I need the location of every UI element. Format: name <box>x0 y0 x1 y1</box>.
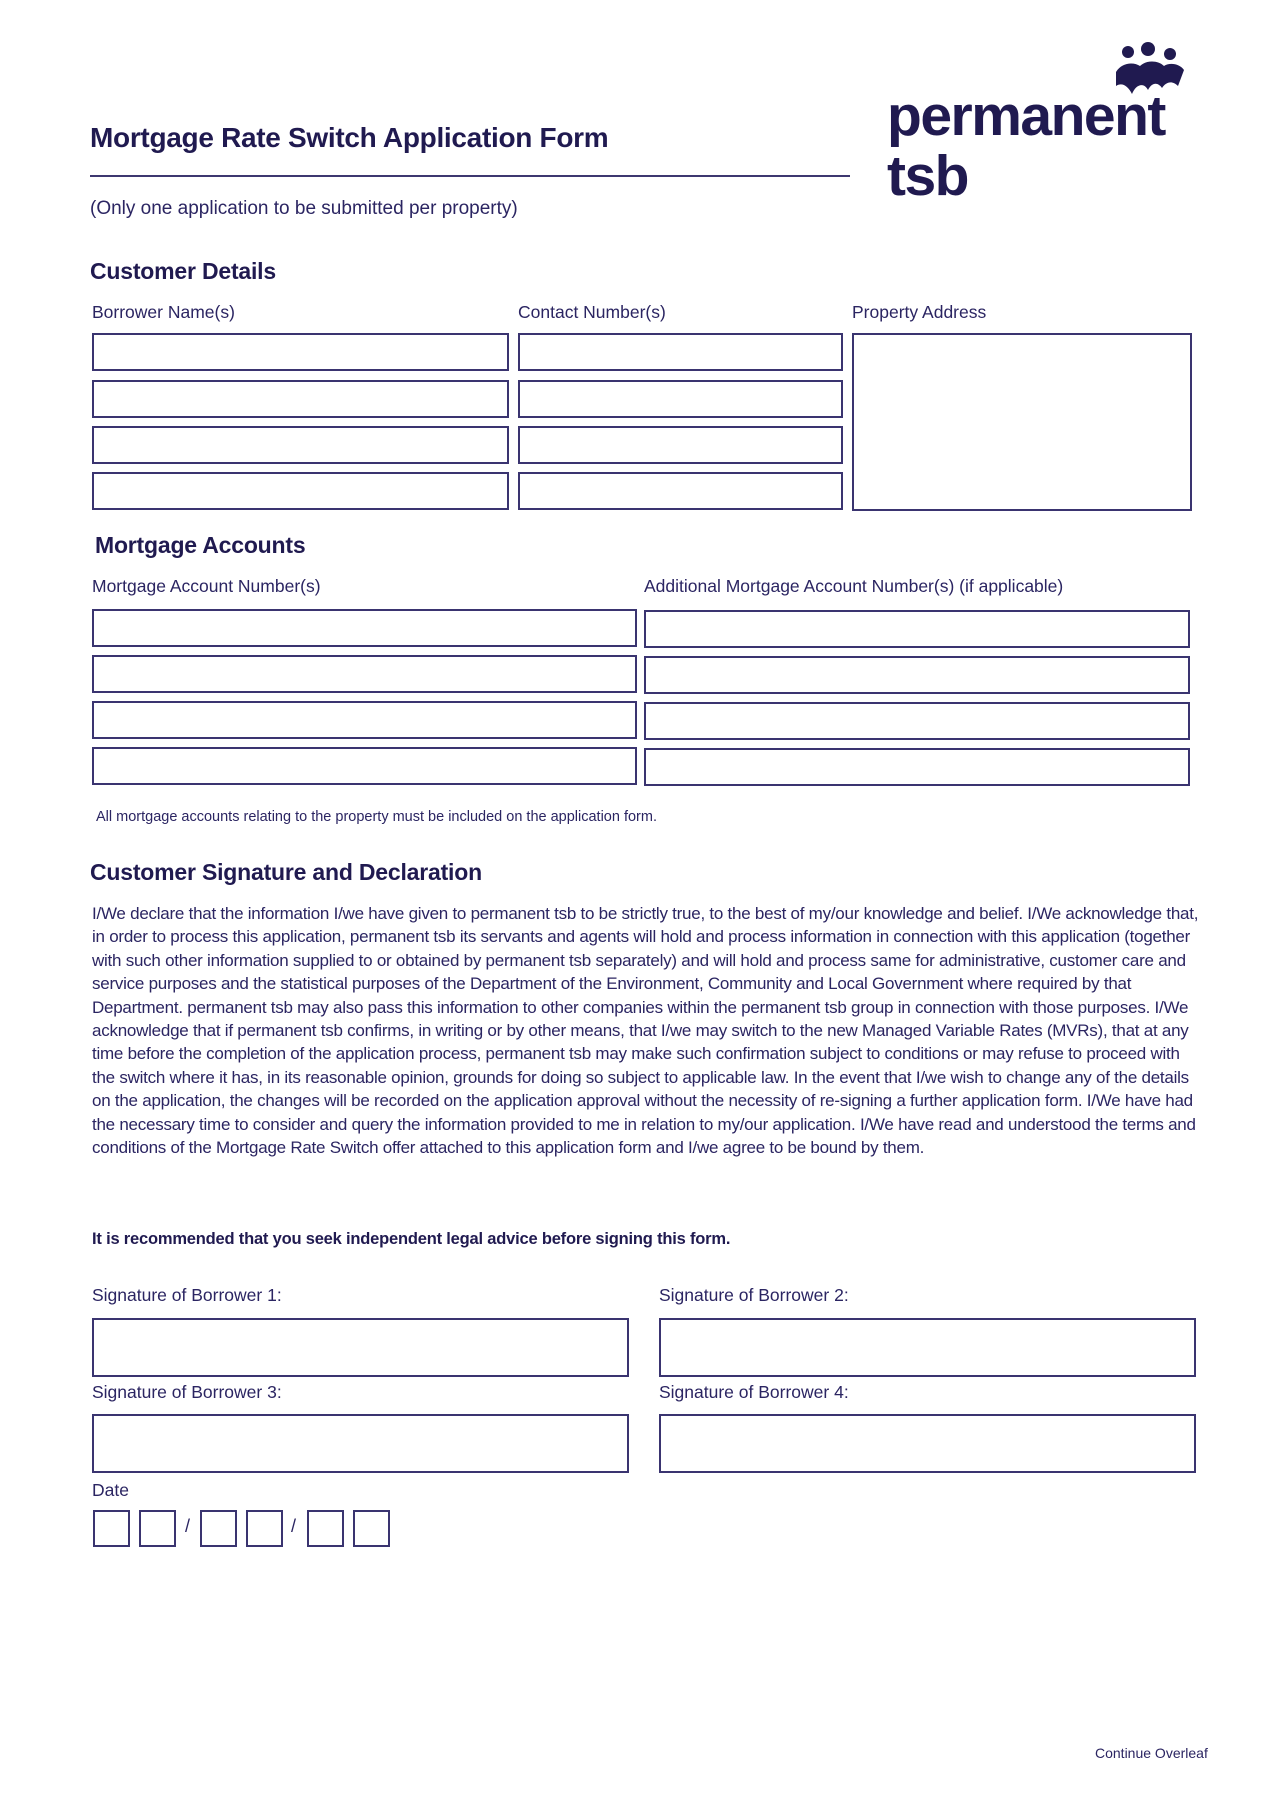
additional-account-numbers-label: Additional Mortgage Account Number(s) (if applicable) <box>644 576 1064 596</box>
date-separator: / <box>291 1516 297 1536</box>
property-address-label: Property Address <box>852 302 987 322</box>
property-address-field[interactable] <box>852 333 1192 511</box>
additional-account-number-field-3[interactable] <box>644 702 1190 740</box>
date-year-digit-1[interactable] <box>307 1510 344 1547</box>
borrower-names-label: Borrower Name(s) <box>92 302 235 322</box>
page-subtitle: (Only one application to be submitted per property) <box>90 198 518 219</box>
date-label: Date <box>92 1480 129 1500</box>
additional-account-number-field-2[interactable] <box>644 656 1190 694</box>
accounts-note: All mortgage accounts relating to the property must be included on the application form. <box>96 809 657 825</box>
contact-number-field-2[interactable] <box>518 380 843 418</box>
contact-number-field-4[interactable] <box>518 472 843 510</box>
signature-borrower-2-box[interactable] <box>659 1318 1196 1377</box>
date-month-digit-1[interactable] <box>200 1510 237 1547</box>
signature-borrower-4-label: Signature of Borrower 4: <box>659 1382 849 1402</box>
borrower-name-field-1[interactable] <box>92 333 509 371</box>
signature-borrower-2-label: Signature of Borrower 2: <box>659 1285 849 1305</box>
account-numbers-label: Mortgage Account Number(s) <box>92 576 321 596</box>
contact-numbers-label: Contact Number(s) <box>518 302 666 322</box>
signature-borrower-1-label: Signature of Borrower 1: <box>92 1285 282 1305</box>
borrower-name-field-2[interactable] <box>92 380 509 418</box>
date-day-digit-2[interactable] <box>139 1510 176 1547</box>
additional-account-number-field-1[interactable] <box>644 610 1190 648</box>
date-separator: / <box>185 1516 191 1536</box>
declaration-text: I/We declare that the information I/we have given to permanent tsb to be strictly true, to the best of my/our knowledge and belief. I/We acknowledge that, in order to process this application, permanent tsb its servants and agents will hold and process information in connection with this application (together with such other information supplied to or obtained by permanent tsb separately) and will hold and process same for administrative, customer care and service purposes and the statistical purposes of the Department of the Environment, Community and Local Government where required by that Department. permanent tsb may also pass this information to other companies within the permanent tsb group in connection with those purposes. I/We acknowledge that if permanent tsb confirms, in writing or by other means, that I/we may switch to the new Managed Variable Rates (MVRs), that at any time before the completion of the application process, permanent tsb may make such confirmation subject to conditions or may refuse to proceed with the switch where it has, in its reasonable opinion, grounds for doing so subject to applicable law. In the event that I/we wish to change any of the details on the application, the changes will be recorded on the application approval without the necessity of re-signing a further application form. I/We have had the necessary time to consider and query the information provided to me in relation to my/our application. I/We have read and understood the terms and conditions of the Mortgage Rate Switch offer attached to this application form and I/we agree to be bound by them. <box>92 904 1199 1158</box>
account-number-field-3[interactable] <box>92 701 637 739</box>
account-number-field-2[interactable] <box>92 655 637 693</box>
legal-advice-note: It is recommended that you seek independent legal advice before signing this form. <box>92 1230 731 1248</box>
date-month-digit-2[interactable] <box>246 1510 283 1547</box>
signature-borrower-3-box[interactable] <box>92 1414 629 1473</box>
page-title: Mortgage Rate Switch Application Form <box>90 122 609 153</box>
account-number-field-4[interactable] <box>92 747 637 785</box>
signature-borrower-1-box[interactable] <box>92 1318 629 1377</box>
title-divider <box>90 175 850 177</box>
brand-logo-text: permanent tsb <box>887 84 1165 208</box>
section-heading-declaration: Customer Signature and Declaration <box>90 859 482 885</box>
section-heading-customer-details: Customer Details <box>90 258 276 284</box>
signature-borrower-3-label: Signature of Borrower 3: <box>92 1382 282 1402</box>
signature-borrower-4-box[interactable] <box>659 1414 1196 1473</box>
additional-account-number-field-4[interactable] <box>644 748 1190 786</box>
section-heading-mortgage-accounts: Mortgage Accounts <box>95 532 306 558</box>
brand-logo <box>880 40 1220 208</box>
borrower-name-field-4[interactable] <box>92 472 509 510</box>
date-day-digit-1[interactable] <box>93 1510 130 1547</box>
date-year-digit-2[interactable] <box>353 1510 390 1547</box>
contact-number-field-1[interactable] <box>518 333 843 371</box>
contact-number-field-3[interactable] <box>518 426 843 464</box>
continue-overleaf-note: Continue Overleaf <box>1095 1745 1208 1761</box>
borrower-name-field-3[interactable] <box>92 426 509 464</box>
account-number-field-1[interactable] <box>92 609 637 647</box>
